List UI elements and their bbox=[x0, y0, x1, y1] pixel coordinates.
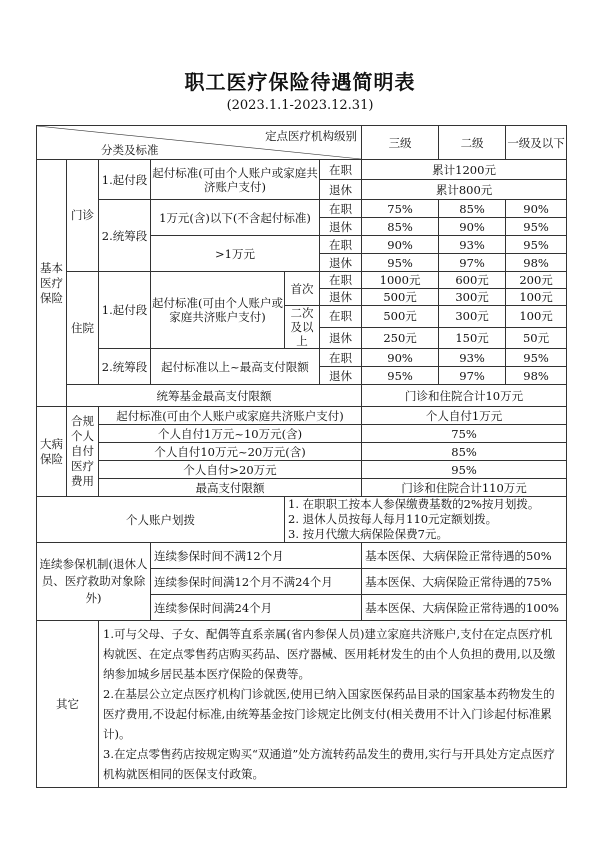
amount-cell: 150元 bbox=[439, 327, 506, 349]
basic-insurance-label: 基本医疗保险 bbox=[37, 160, 67, 407]
critical-illness-row-label: 起付标准(可由个人账户或家庭共济账户支付) bbox=[99, 407, 362, 425]
status-retired: 退休 bbox=[320, 367, 362, 385]
rate-cell: 75% bbox=[362, 200, 439, 218]
critical-illness-row-label: 最高支付限额 bbox=[99, 479, 362, 497]
status-employed: 在职 bbox=[320, 160, 362, 180]
date-range: (2023.1.1-2023.12.31) bbox=[226, 98, 374, 113]
status-retired: 退休 bbox=[320, 289, 362, 306]
other-note: 1.可与父母、子女、配偶等直系亲属(省内参保人员)建立家庭共济账户,支付在定点医疗机构就医、在定点零售药店购买药品、医疗器械、医用耗材发生的由个人负担的费用,以及缴纳参加城乡居民基本医疗保险的保费等。 bbox=[103, 627, 556, 681]
header-level2: 二级 bbox=[439, 126, 506, 160]
header-category-label: 分类及标准 bbox=[101, 143, 159, 157]
amount-cell: 200元 bbox=[506, 272, 567, 289]
inpatient-pooling-standard: 起付标准以上~最高支付限额 bbox=[151, 349, 320, 385]
amount-cell: 100元 bbox=[506, 289, 567, 306]
pooling-max-value: 门诊和住院合计10万元 bbox=[362, 385, 567, 407]
header-level1: 一级及以下 bbox=[506, 126, 567, 160]
amount-cell: 500元 bbox=[362, 306, 439, 328]
amount-cell: 100元 bbox=[506, 306, 567, 328]
header-level-label: 定点医疗机构级别 bbox=[265, 129, 358, 143]
critical-illness-row-value: 95% bbox=[362, 461, 567, 479]
status-employed: 在职 bbox=[320, 236, 362, 254]
critical-illness-label: 大病保险 bbox=[37, 407, 67, 497]
amount-cell: 300元 bbox=[439, 289, 506, 306]
amount-cell: 500元 bbox=[362, 289, 439, 306]
status-retired: 退休 bbox=[320, 254, 362, 272]
critical-illness-row-label: 个人自付1万元~10万元(含) bbox=[99, 425, 362, 443]
outpatient-deductible-retired: 累计800元 bbox=[362, 180, 567, 200]
rate-cell: 90% bbox=[506, 200, 567, 218]
amount-cell: 300元 bbox=[439, 306, 506, 328]
personal-account-item: 1. 在职职工按本人参保缴费基数的2%按月划拨。 bbox=[288, 497, 540, 511]
rate-cell: 98% bbox=[506, 254, 567, 272]
rate-cell: 93% bbox=[439, 349, 506, 367]
personal-account-label: 个人账户划拨 bbox=[37, 497, 285, 543]
rate-cell: 97% bbox=[439, 367, 506, 385]
inpatient-pooling-stage: 2.统筹段 bbox=[99, 349, 151, 385]
continuous-condition: 连续参保时间满24个月 bbox=[151, 595, 362, 621]
rate-cell: 85% bbox=[439, 200, 506, 218]
rate-cell: 95% bbox=[506, 236, 567, 254]
amount-cell: 1000元 bbox=[362, 272, 439, 289]
status-employed: 在职 bbox=[320, 200, 362, 218]
inpatient-deductible-stage: 1.起付段 bbox=[99, 272, 151, 349]
continuous-condition: 连续参保时间满12个月不满24个月 bbox=[151, 569, 362, 595]
critical-illness-row-value: 门诊和住院合计110万元 bbox=[362, 479, 567, 497]
other-label: 其它 bbox=[37, 621, 99, 788]
outpatient-deductible-standard: 起付标准(可由个人账户或家庭共济账户支付) bbox=[151, 160, 320, 200]
rate-cell: 95% bbox=[506, 218, 567, 236]
personal-account-item: 2. 退休人员按每人每月110元定额划拨。 bbox=[288, 512, 498, 526]
outpatient-label: 门诊 bbox=[67, 160, 99, 272]
amount-cell: 250元 bbox=[362, 327, 439, 349]
critical-illness-row-label: 个人自付10万元~20万元(含) bbox=[99, 443, 362, 461]
first-admission-label: 首次 bbox=[285, 272, 320, 306]
status-employed: 在职 bbox=[320, 306, 362, 328]
continuous-benefit: 基本医保、大病保险正常待遇的75% bbox=[362, 569, 567, 595]
rate-cell: 90% bbox=[362, 236, 439, 254]
inpatient-label: 住院 bbox=[67, 272, 99, 385]
rate-cell: 90% bbox=[362, 349, 439, 367]
benefits-table bbox=[36, 125, 567, 788]
pooling-max-label: 统筹基金最高支付限额 bbox=[67, 385, 362, 407]
header-diagonal-cell bbox=[37, 126, 362, 160]
amount-cell: 600元 bbox=[439, 272, 506, 289]
rate-cell: 95% bbox=[362, 367, 439, 385]
critical-illness-row-value: 个人自付1万元 bbox=[362, 407, 567, 425]
page-title: 职工医疗保险待遇简明表 bbox=[184, 70, 416, 94]
rate-cell: 98% bbox=[506, 367, 567, 385]
other-notes bbox=[99, 621, 567, 788]
rate-cell: 95% bbox=[506, 349, 567, 367]
inpatient-deductible-standard: 起付标准(可由个人账户或家庭共济账户支付) bbox=[151, 272, 285, 349]
header-level3: 三级 bbox=[362, 126, 439, 160]
repeat-admission-label: 二次及以上 bbox=[285, 306, 320, 349]
rate-cell: 90% bbox=[439, 218, 506, 236]
status-retired: 退休 bbox=[320, 180, 362, 200]
status-employed: 在职 bbox=[320, 272, 362, 289]
outpatient-pooling-stage: 2.统筹段 bbox=[99, 200, 151, 272]
status-retired: 退休 bbox=[320, 327, 362, 349]
outpatient-deductible-employed: 累计1200元 bbox=[362, 160, 567, 180]
personal-account-item: 3. 按月代缴大病保险保费7元。 bbox=[288, 527, 448, 541]
outpatient-pooling-low: 1万元(含)以下(不含起付标准) bbox=[151, 200, 320, 236]
rate-cell: 95% bbox=[362, 254, 439, 272]
amount-cell: 50元 bbox=[506, 327, 567, 349]
continuous-enrollment-label: 连续参保机制(退休人员、医疗救助对象除外) bbox=[37, 543, 151, 621]
critical-illness-sub-label: 合规个人自付医疗费用 bbox=[67, 407, 99, 497]
other-note: 3.在定点零售药店按规定购买“双通道”处方流转药品发生的费用,实行与开具处方定点医疗机构就医相同的医保支付政策。 bbox=[103, 747, 555, 781]
critical-illness-row-label: 个人自付>20万元 bbox=[99, 461, 362, 479]
rate-cell: 93% bbox=[439, 236, 506, 254]
status-employed: 在职 bbox=[320, 349, 362, 367]
rate-cell: 97% bbox=[439, 254, 506, 272]
continuous-condition: 连续参保时间不满12个月 bbox=[151, 543, 362, 569]
continuous-benefit: 基本医保、大病保险正常待遇的100% bbox=[362, 595, 567, 621]
other-note: 2.在基层公立定点医疗机构门诊就医,使用已纳入国家医保药品目录的国家基本药物发生的医疗费用,不设起付标准,由统筹基金按门诊规定比例支付(相关费用不计入门诊起付标准累计)。 bbox=[103, 687, 555, 741]
outpatient-deductible-stage: 1.起付段 bbox=[99, 160, 151, 200]
continuous-benefit: 基本医保、大病保险正常待遇的50% bbox=[362, 543, 567, 569]
critical-illness-row-value: 85% bbox=[362, 443, 567, 461]
critical-illness-row-value: 75% bbox=[362, 425, 567, 443]
outpatient-pooling-high: >1万元 bbox=[151, 236, 320, 272]
personal-account-items bbox=[285, 497, 567, 543]
rate-cell: 85% bbox=[362, 218, 439, 236]
status-retired: 退休 bbox=[320, 218, 362, 236]
